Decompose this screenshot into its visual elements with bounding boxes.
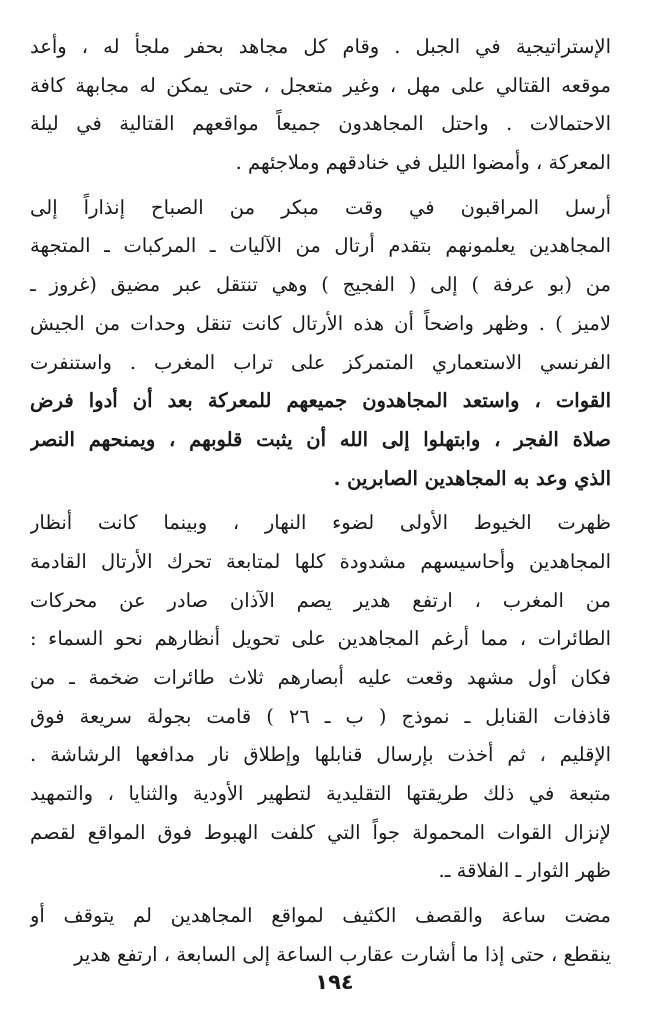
text-line: لاميز ) . وظهر واضحاً أن هذه الأرتال كانت تنقل وحدات من الجيش bbox=[30, 311, 611, 335]
body-text bbox=[30, 28, 611, 975]
text-line: المجاهدين وأحاسيسهم مشدودة كلها لمتابعة تحرك الأرتال القادمة bbox=[30, 549, 611, 573]
text-line: المعركة ، وأمضوا الليل في خنادقهم وملاجئهم . bbox=[235, 151, 611, 175]
text-line: ينقطع ، حتى إذا ما أشارت عقارب الساعة إلى السابعة ، ارتفع هدير bbox=[74, 942, 611, 966]
text-line: المجاهدين يعلمونهم بتقدم أرتال من الآليات ـ المركبات ـ المتجهة bbox=[30, 234, 611, 258]
text-line: من المغرب ، ارتفع هدير يصم الآذان صادر عن محركات bbox=[30, 588, 611, 612]
text-line: ظهر الثوار ـ الفلاقة ـ. bbox=[438, 859, 611, 883]
paragraph bbox=[30, 189, 611, 499]
paragraph bbox=[30, 504, 611, 891]
text-line: الفرنسي الاستعماري المتمركز على تراب المغرب . واستنفرت bbox=[30, 350, 611, 374]
paragraph bbox=[30, 897, 611, 974]
text-line: مضت ساعة والقصف الكثيف لمواقع المجاهدين لم يتوقف أو bbox=[30, 904, 611, 928]
text-line: من (بو عرفة ) إلى ( الفجيج ) وهي تنتقل عبر مضيق (غروز ـ bbox=[30, 273, 611, 297]
text-line: موقعه القتالي على مهل ، وغير متعجل ، حتى يمكن له مجابهة كافة bbox=[30, 73, 611, 97]
text-line: الطائرات ، مما أرغم المجاهدين على تحويل أنظارهم نحو السماء : bbox=[30, 627, 611, 651]
paragraph bbox=[30, 28, 611, 183]
text-line: ظهرت الخيوط الأولى لضوء النهار ، وبينما كانت أنظار bbox=[30, 511, 611, 535]
text-line: لإنزال القوات المحمولة جواً التي كلفت الهبوط فوق المواقع لقصم bbox=[30, 820, 611, 844]
text-line: فكان أول مشهد وقعت عليه أبصارهم ثلاث طائرات ضخمة ـ من bbox=[30, 666, 611, 689]
text-line: صلاة الفجر ، وابتهلوا إلى الله أن يثبت قلوبهم ، ويمنحهم النصر bbox=[30, 427, 611, 451]
text-line: الإقليم ، ثم أخذت بإرسال قنابلها وإطلاق نار مدافعها الرشاشة . bbox=[30, 743, 611, 767]
text-line: القوات ، واستعد المجاهدون جميعهم للمعركة بعد أن أدوا فرض bbox=[30, 389, 611, 413]
text-line: الإستراتيجية في الجبل . وقام كل مجاهد بحفر ملجأ له ، وأعد bbox=[30, 35, 611, 58]
text-line: قاذفات القنابل ـ نموذج ( ب ـ ٢٦ ) قامت بجولة سريعة فوق bbox=[30, 704, 611, 728]
text-line: متبعة في ذلك طريقتها التقليدية لتطهير الأودية والثنايا ، والتمهيد bbox=[30, 782, 611, 806]
page-number: ١٩٤ bbox=[315, 970, 354, 994]
text-line: الذي وعد به المجاهدين الصابرين . bbox=[333, 466, 611, 490]
text-line: أرسل المراقبون في وقت مبكر من الصباح إنذاراً إلى bbox=[30, 195, 611, 219]
text-line: الاحتمالات . واحتل المجاهدون جميعاً مواقعهم القتالية في ليلة bbox=[30, 112, 611, 136]
